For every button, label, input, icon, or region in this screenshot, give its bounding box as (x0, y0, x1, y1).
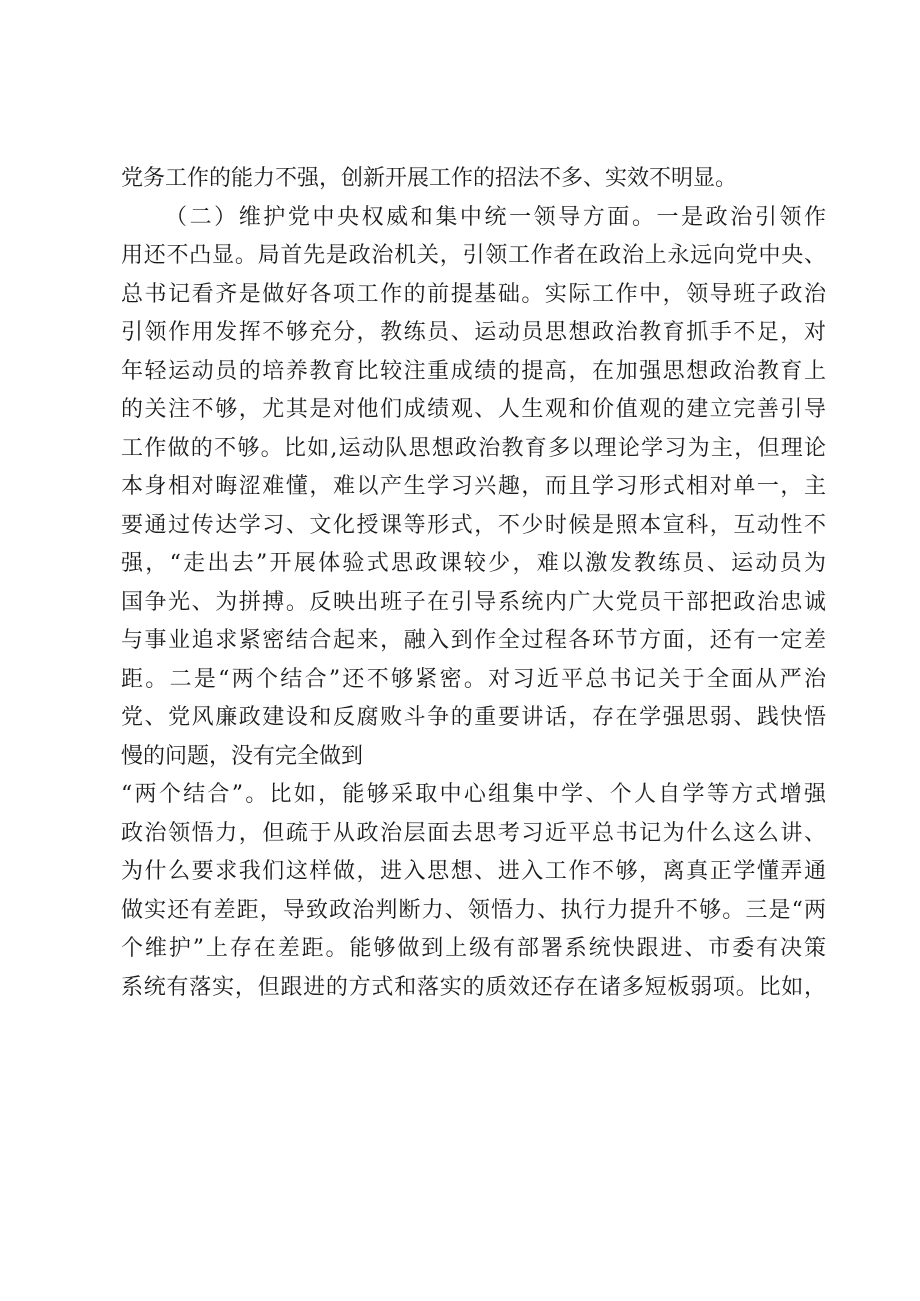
text-line: 党、党风廉政建设和反腐败斗争的重要讲话，存在学强思弱、践快悟 (121, 705, 826, 730)
text-line: 党务工作的能力不强，创新开展工作的招法不多、实效不明显。 (121, 166, 738, 191)
text-line: 要通过传达学习、文化授课等形式，不少时候是照本宣科，互动性不 (121, 512, 826, 538)
text-line: 系统有落实，但跟进的方式和落实的质效还存在诸多短板弱项。比如， (121, 974, 826, 1000)
text-line: 做实还有差距，导致政治判断力、领悟力、执行力提升不够。三是“两 (121, 897, 826, 923)
text-line: 用还不凸显。局首先是政治机关，引领工作者在政治上永远向党中央、 (121, 243, 826, 268)
text-line: 个维护”上存在差距。能够做到上级有部署系统快跟进、市委有决策 (121, 936, 826, 961)
body-text (121, 160, 826, 1007)
text-line: 国争光、为拼搏。反映出班子在引导系统内广大党员干部把政治忠诚 (121, 589, 826, 615)
text-line: 慢的问题，没有完全做到 (121, 743, 364, 769)
text-line: 总书记看齐是做好各项工作的前提基础。实际工作中，领导班子政治 (121, 281, 826, 307)
text-line: 强，“走出去”开展体验式思政课较少，难以激发教练员、运动员为 (121, 551, 826, 576)
text-line: 距。二是“两个结合”还不够紧密。对习近平总书记关于全面从严治 (121, 666, 826, 692)
text-line: 的关注不够，尤其是对他们成绩观、人生观和价值观的建立完善引导 (121, 397, 826, 422)
text-line: “两个结合”。比如，能够采取中心组集中学、个人自学等方式增强 (121, 782, 826, 807)
text-line: 为什么要求我们这样做，进入思想、进入工作不够，离真正学懂弄通 (121, 859, 826, 884)
text-line: 引领作用发挥不够充分，教练员、运动员思想政治教育抓手不足，对 (121, 320, 826, 345)
text-line: 与事业追求紧密结合起来，融入到作全过程各环节方面，还有一定差 (121, 628, 826, 653)
text-line: 本身相对晦涩难懂，难以产生学习兴趣，而且学习形式相对单一，主 (121, 474, 826, 499)
text-line: 年轻运动员的培养教育比较注重成绩的提高，在加强思想政治教育上 (121, 358, 826, 384)
text-line: 工作做的不够。比如,运动队思想政治教育多以理论学习为主，但理论 (121, 435, 826, 461)
paragraph-start-line: （二）维护党中央权威和集中统一领导方面。一是政治引领作 (165, 204, 826, 230)
text-line: 政治领悟力，但疏于从政治层面去思考习近平总书记为什么这么讲、 (121, 820, 826, 846)
